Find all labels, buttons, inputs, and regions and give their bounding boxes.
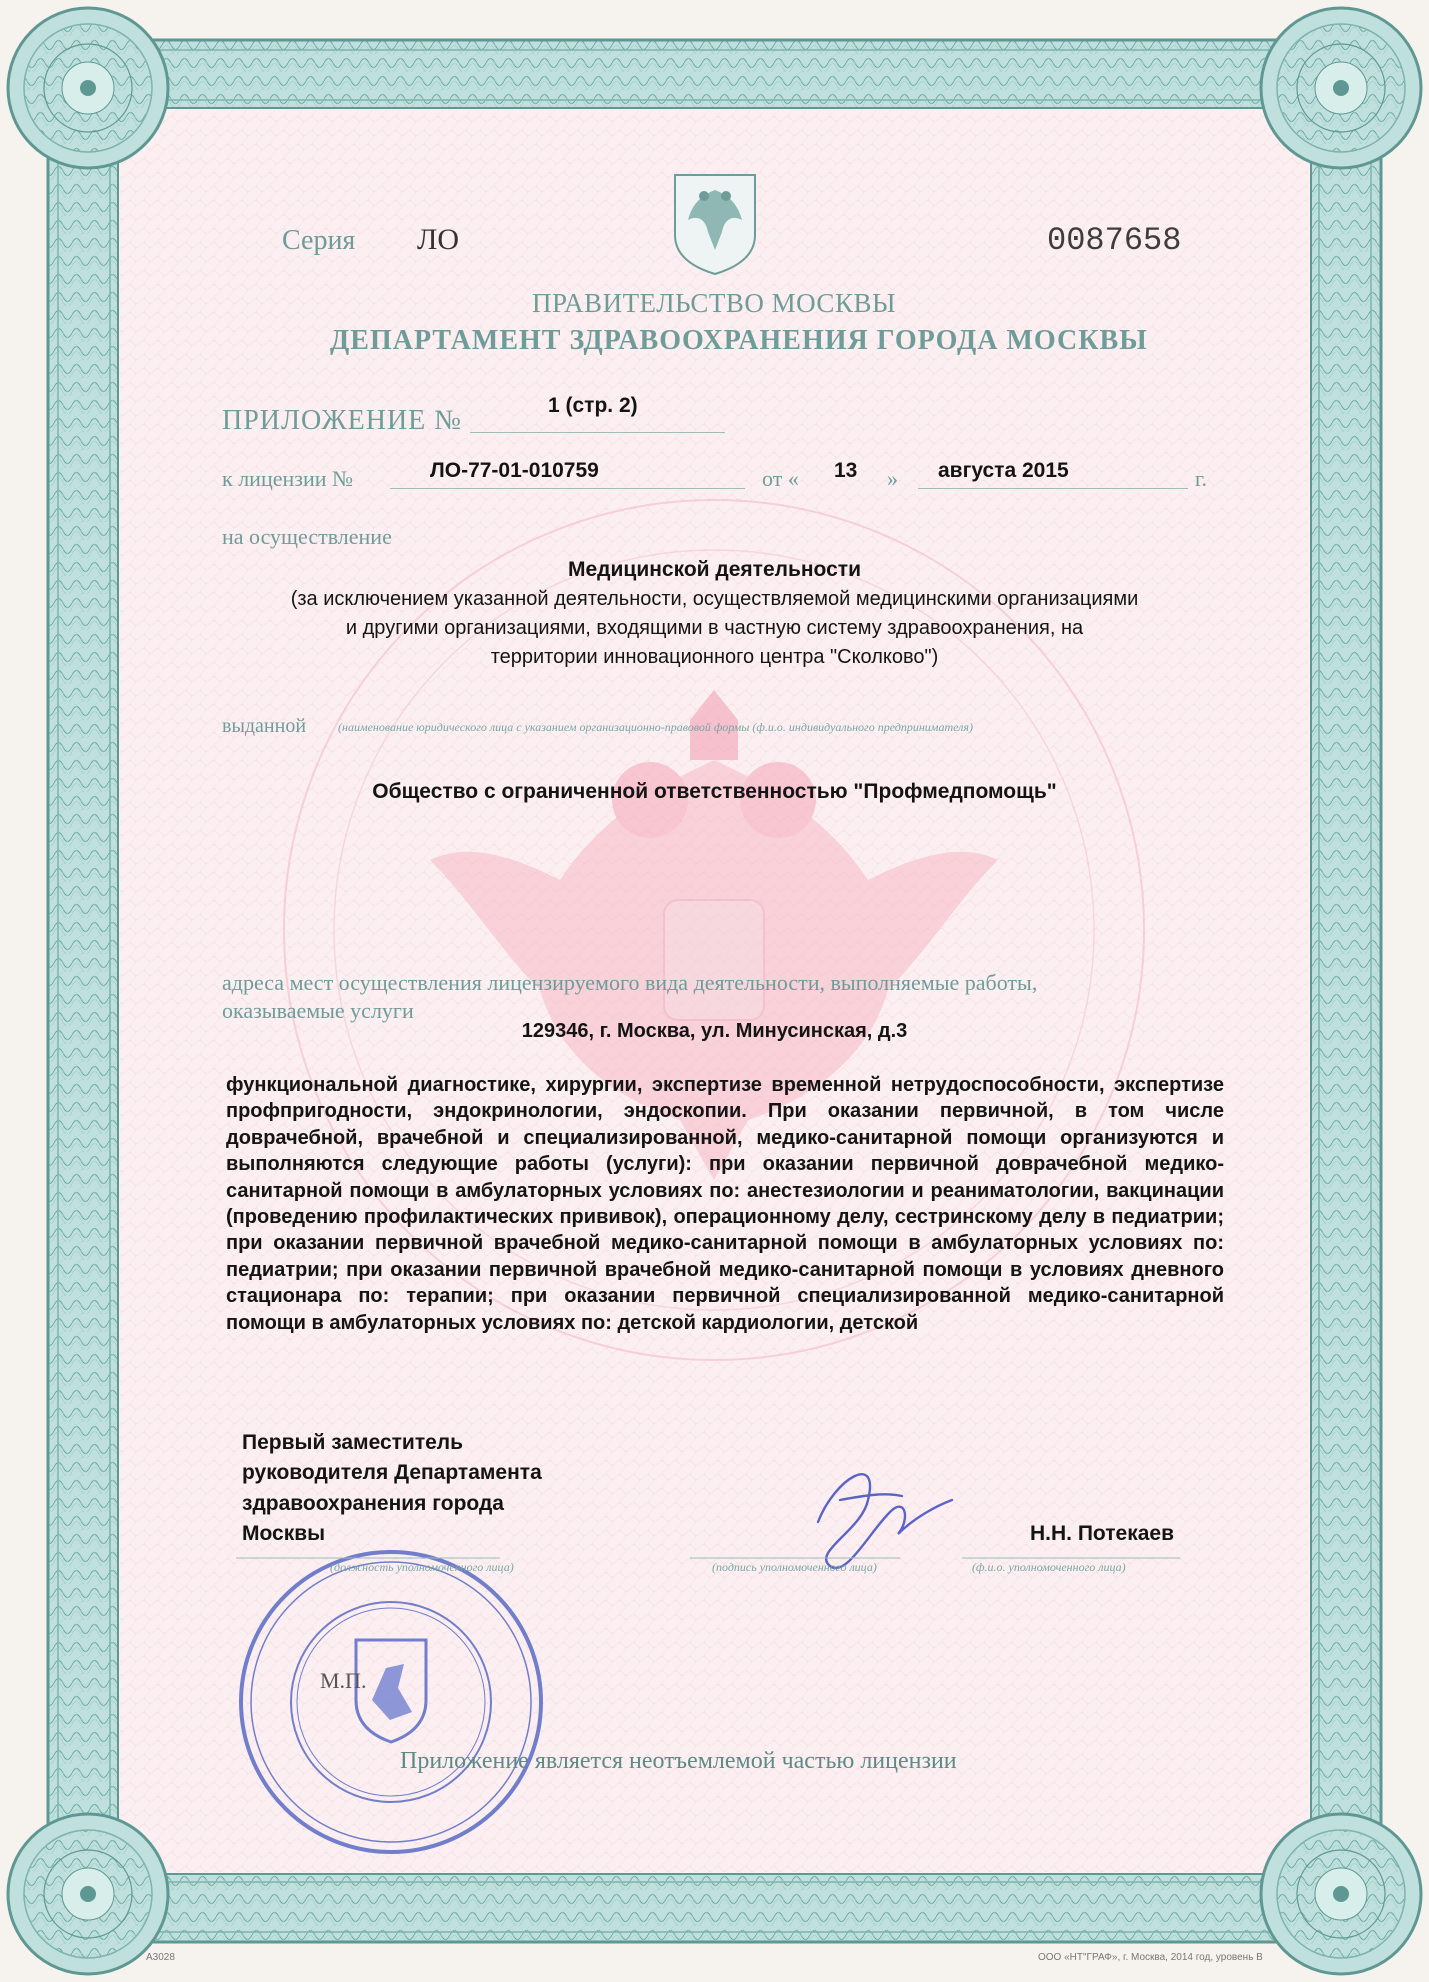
activity-note-line-3: территории инновационного центра "Сколково") bbox=[490, 646, 939, 668]
license-number: ЛО-77-01-010759 bbox=[430, 459, 599, 482]
addresses-label-line-1: адреса мест осуществления лицензируемого вида деятельности, выполняемые работы, bbox=[222, 970, 1038, 995]
position-line-4: Москвы bbox=[242, 1522, 326, 1545]
form-number: 0087658 bbox=[1047, 222, 1182, 259]
rosette-bottom-left bbox=[8, 1814, 168, 1974]
services-text: функциональной диагностике, хирургии, экспертизе временной нетрудоспособности, экспертизе профпригодности, эндокринологии, эндоскопии. При оказании первичной, в том числе доврачебной, врачебной и специализированной, медико-санитарной помощи организуются и выполняются следующие работы (услуги): при оказании первичной доврачебной медико-санитарной помощи в амбулаторных условиях по: анестезиологии и реаниматологии, вакцинации (проведению профилактических прививок), операционному делу, сестринскому делу в педиатрии; при оказании первичной врачебной медико-санитарной помощи в амбулаторных условиях по: педиатрии; при оказании первичной врачебной медико-санитарной помощи в условиях дневного стационара по: терапии; при оказании первичной специализированной медико-санитарной помощи в амбулаторных условиях по: детской кардиологии, детской bbox=[226, 1074, 1224, 1334]
caption-signature: (подпись уполномоченного лица) bbox=[712, 1560, 877, 1574]
activity-title: Медицинской деятельности bbox=[568, 558, 861, 581]
government-title: ПРАВИТЕЛЬСТВО МОСКВЫ bbox=[532, 288, 897, 318]
date-prefix: от « bbox=[762, 466, 799, 491]
issued-label: выданной bbox=[222, 715, 307, 737]
license-number-line bbox=[390, 488, 745, 489]
date-month-year: августа 2015 bbox=[938, 459, 1069, 482]
activity-note-line-2: и другими организациями, входящими в частную систему здравоохранения, на bbox=[345, 617, 1084, 639]
appendix-label: ПРИЛОЖЕНИЕ № bbox=[222, 405, 462, 436]
printer-info: ООО «НТ"ГРАФ», г. Москва, 2014 год, уровень В bbox=[1038, 1952, 1263, 1963]
signatory-name: Н.Н. Потекаев bbox=[1030, 1522, 1174, 1545]
appendix-footer-note: Приложение является неотъемлемой частью лицензии bbox=[400, 1748, 957, 1774]
date-day: 13 bbox=[834, 459, 858, 482]
organization-name: Общество с ограниченной ответственностью "Профмедпомощь" bbox=[372, 780, 1057, 803]
appendix-number-line bbox=[470, 432, 725, 433]
address-value: 129346, г. Москва, ул. Минусинская, д.3 bbox=[521, 1020, 908, 1042]
position-line-2: руководителя Департамента bbox=[242, 1461, 542, 1484]
caption-position: (должность уполномоченного лица) bbox=[330, 1560, 514, 1574]
position-line-3: здравоохранения города bbox=[242, 1492, 504, 1515]
year-suffix: г. bbox=[1195, 466, 1208, 491]
issued-caption: (наименование юридического лица с указанием организационно-правовой формы (ф.и.о. индивидуального предпринимателя) bbox=[338, 720, 973, 734]
series-value: ЛО bbox=[417, 223, 460, 256]
rosette-bottom-right bbox=[1261, 1814, 1421, 1974]
activity-note-line-1: (за исключением указанной деятельности, осуществляемой медицинскими организациями bbox=[290, 588, 1139, 610]
date-line bbox=[918, 488, 1188, 489]
addresses-label-line-2: оказываемые услуги bbox=[222, 998, 414, 1023]
license-label: к лицензии № bbox=[222, 466, 353, 491]
date-close: » bbox=[887, 466, 898, 491]
rosette-top-right bbox=[1261, 8, 1421, 168]
department-title: ДЕПАРТАМЕНТ ЗДРАВООХРАНЕНИЯ ГОРОДА МОСКВЫ bbox=[330, 325, 1148, 356]
position-line-1: Первый заместитель bbox=[242, 1431, 464, 1454]
form-code: А3028 bbox=[146, 1952, 175, 1963]
series-label: Серия bbox=[282, 225, 356, 256]
rosette-top-left bbox=[8, 8, 168, 168]
coat-of-arms-icon bbox=[675, 175, 755, 274]
appendix-number: 1 (стр. 2) bbox=[548, 394, 638, 417]
activity-label: на осуществление bbox=[222, 524, 392, 549]
mp-mark: М.П. bbox=[320, 1668, 367, 1693]
caption-name: (ф.и.о. уполномоченного лица) bbox=[972, 1560, 1126, 1574]
